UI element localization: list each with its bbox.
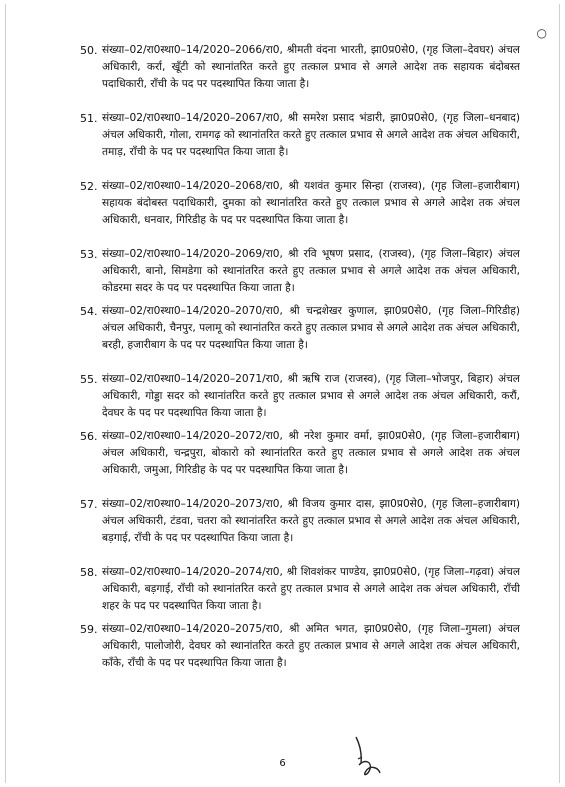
order-text: संख्या–02/रा0स्था0–14/2020–2072/रा0, श्री नरेश कुमार वर्मा, झा0प्र0से0, (गृह जिला–हजारीबाग) अंचल अधिकारी, चन्द्रपुरा, बोकारो को स्थानांतरित करते हुए तत्काल प्रभाव से अगले आदेश तक अंचल अधिकारी, जमुआ, गिरिडीह के पद पर पदस्थापित किया जाता है। [102,430,520,476]
order-entry [80,496,520,564]
order-text: संख्या–02/रा0स्था0–14/2020–2069/रा0, श्री रवि भूषण प्रसाद, (राजस्व), (गृह जिला–बिहार) अंचल अधिकारी, बानो, सिमडेगा को स्थानांतरित करते हुए तत्काल प्रभाव से अगले आदेश तक अंचल अधिकारी, कोडरमा सदर के पद पर पदस्थापित किया जाता है। [102,248,520,294]
corner-circle-icon: ○ [536,26,547,40]
handwritten-initial-icon [352,735,386,781]
order-number: 58. [80,566,98,579]
order-entry [80,110,520,178]
order-number: 52. [80,180,98,193]
order-entry [80,178,520,246]
order-entry [80,621,520,678]
order-entry [80,42,520,110]
order-entry [80,564,520,621]
order-number: 56. [80,430,98,443]
order-text: संख्या–02/रा0स्था0–14/2020–2074/रा0, श्री शिवशंकर पाण्डेय, झा0प्र0से0, (गृह जिला–गढ़वा) अंचल अधिकारी, बड़गाई, राँची को स्थानांतरित करते हुए तत्काल प्रभाव से अगले आदेश तक अंचल अधिकारी, राँची शहर के पद पर पदस्थापित किया जाता है। [102,566,520,612]
order-text: संख्या–02/रा0स्था0–14/2020–2066/रा0, श्रीमती वंदना भारती, झा0प्र0से0, (गृह जिला–देवघर) अंचल अधिकारी, कर्रा, खूँटी को स्थानांतरित करते हुए तत्काल प्रभाव से अगले आदेश तक सहायक बंदोबस्त पदाधिकारी, राँची के पद पर पदस्थापित किया जाता है। [102,44,520,90]
order-number: 51. [80,112,98,125]
order-entry [80,246,520,303]
order-number: 50. [80,44,98,57]
order-number: 59. [80,623,98,636]
page-number: 6 [279,758,286,769]
order-entry [80,371,520,428]
order-text: संख्या–02/रा0स्था0–14/2020–2067/रा0, श्री समरेश प्रसाद भंडारी, झा0प्र0से0, (गृह जिला–धनबाद) अंचल अधिकारी, गोला, रामगढ़ को स्थानांतरित करते हुए तत्काल प्रभाव से अगले आदेश तक अंचल अधिकारी, तमाड़, राँची के पद पर पदस्थापित किया जाता है। [102,112,520,158]
transfer-orders-list [80,42,520,678]
order-text: संख्या–02/रा0स्था0–14/2020–2073/रा0, श्री विजय कुमार दास, झा0प्र0से0, (गृह जिला–हजारीबाग) अंचल अधिकारी, टंडवा, चतरा को स्थानांतरित करते हुए तत्काल प्रभाव से अगले आदेश तक अंचल अधिकारी, बड़गाई, राँची के पद पर पदस्थापित किया जाता है। [102,498,520,544]
order-text: संख्या–02/रा0स्था0–14/2020–2075/रा0, श्री अमित भगत, झा0प्र0से0, (गृह जिला–गुमला) अंचल अधिकारी, पालोजोरी, देवघर को स्थानांतरित करते हुए तत्काल प्रभाव से अगले आदेश तक अंचल अधिकारी, काँके, राँची के पद पर पदस्थापित किया जाता है। [102,623,520,669]
order-number: 53. [80,248,98,261]
order-text: संख्या–02/रा0स्था0–14/2020–2068/रा0, श्री यशवंत कुमार सिन्हा (राजस्व), (गृह जिला–हजारीबाग) सहायक बंदोबस्त पदाधिकारी, दुमका को स्थानांतरित करते हुए तत्काल प्रभाव से अगले आदेश तक अंचल अधिकारी, धनवार, गिरिडीह के पद पर पदस्थापित किया जाता है। [102,180,520,226]
order-number: 55. [80,373,98,386]
order-entry [80,428,520,496]
order-text: संख्या–02/रा0स्था0–14/2020–2070/रा0, श्री चन्द्रशेखर कुणाल, झा0प्र0से0, (गृह जिला–गिरिडीह) अंचल अधिकारी, चैनपुर, पलामू को स्थानांतरित करते हुए तत्काल प्रभाव से अगले आदेश तक अंचल अधिकारी, बरही, हजारीबाग के पद पर पदस्थापित किया जाता है। [102,305,520,351]
order-text: संख्या–02/रा0स्था0–14/2020–2071/रा0, श्री ऋषि राज (राजस्व), (गृह जिला–भोजपुर, बिहार) अंचल अधिकारी, गोड्डा सदर को स्थानांतरित करते हुए तत्काल प्रभाव से अगले आदेश तक अंचल अधिकारी, करौं, देवघर के पद पर पदस्थापित किया जाता है। [102,373,520,419]
order-number: 57. [80,498,98,511]
order-number: 54. [80,305,98,318]
order-entry [80,303,520,371]
